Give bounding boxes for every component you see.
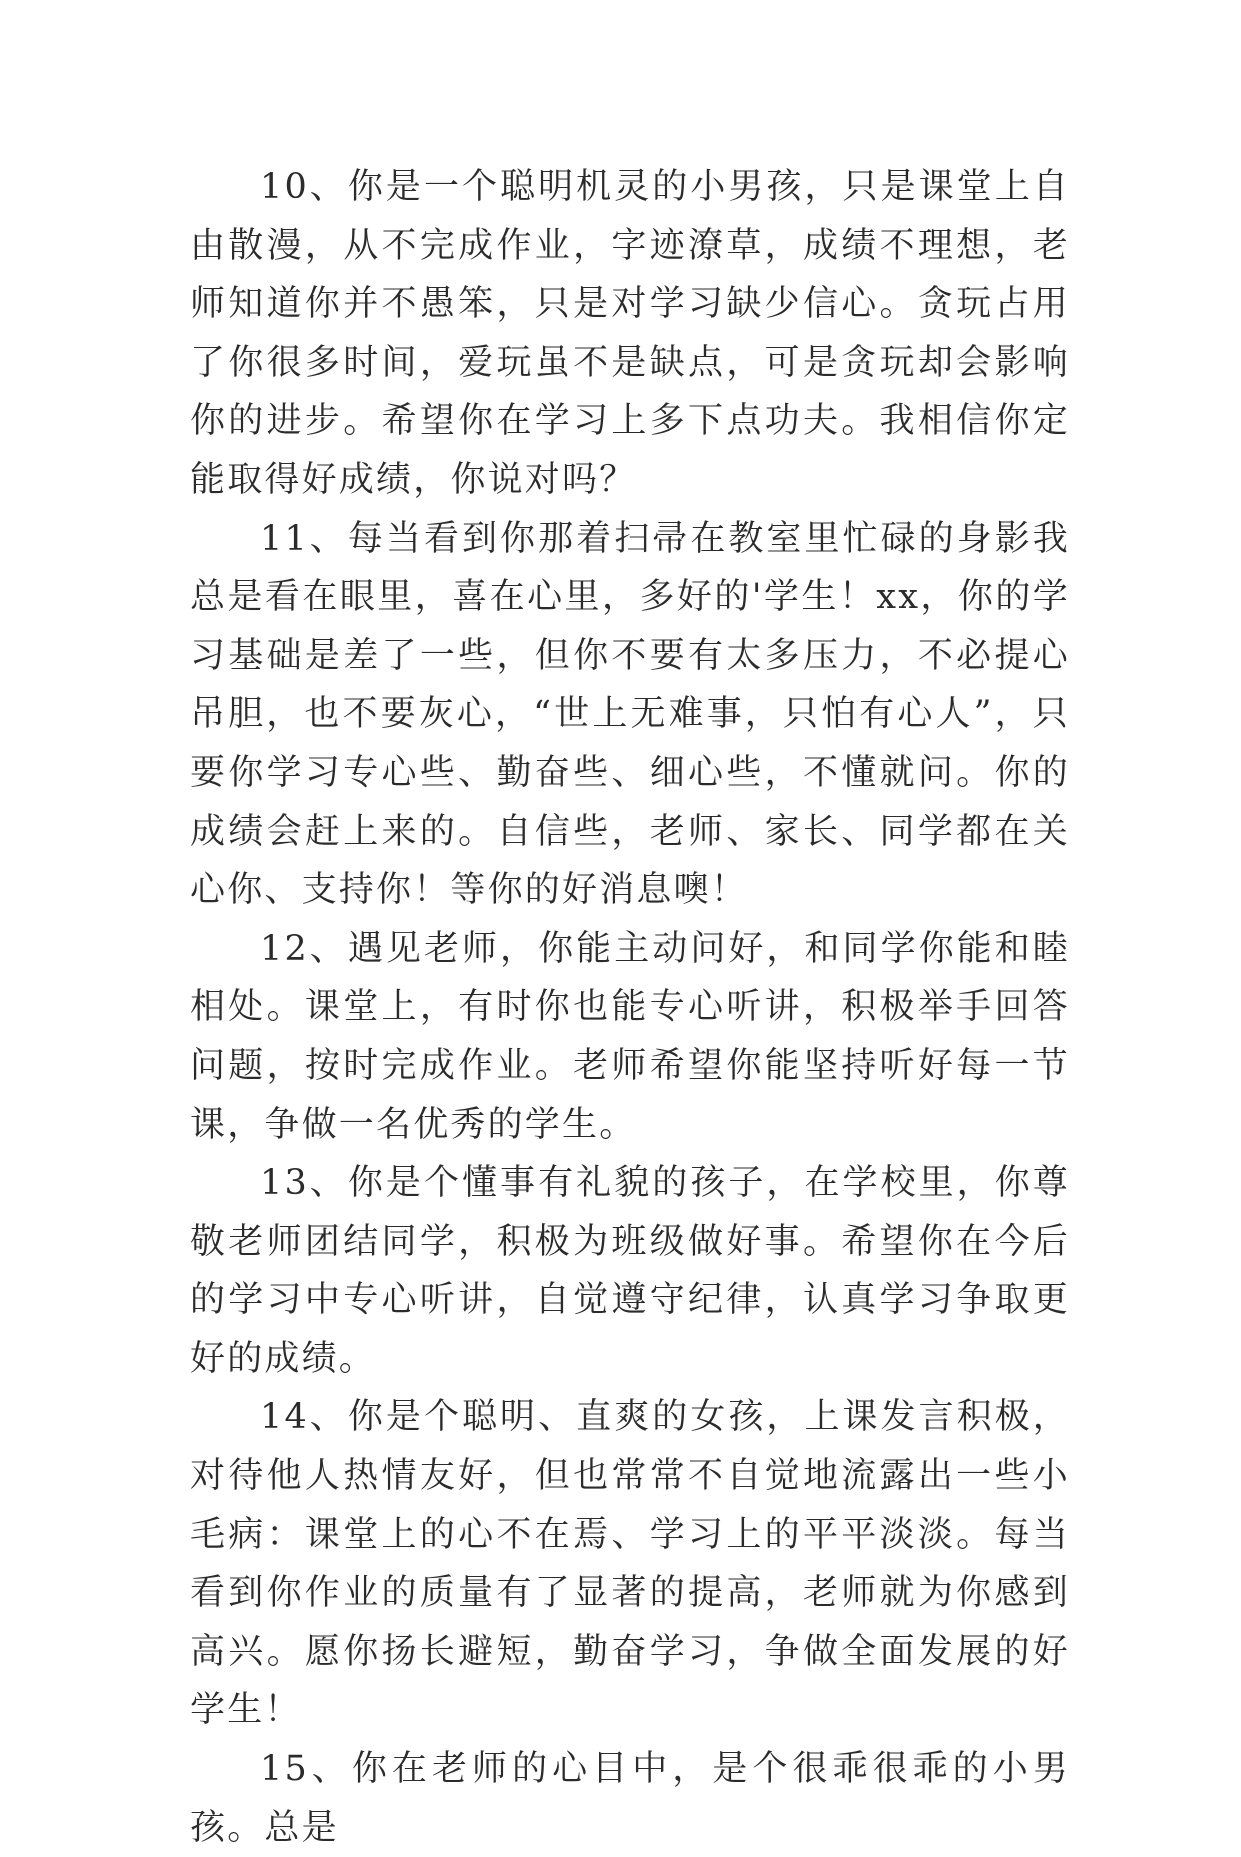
paragraph-15: 15、你在老师的心目中，是个很乖很乖的小男孩。总是 <box>190 1749 1070 1848</box>
document-body <box>190 158 1070 1857</box>
paragraph-12: 12、遇见老师，你能主动问好，和同学你能和睦相处。课堂上，有时你也能专心听讲，积极举手回答问题，按时完成作业。老师希望你能坚持听好每一节课，争做一名优秀的学生。 <box>190 928 1070 1145</box>
paragraph-10: 10、你是一个聪明机灵的小男孩，只是课堂上自由散漫，从不完成作业，字迹潦草，成绩不理想，老师知道你并不愚笨，只是对学习缺少信心。贪玩占用了你很多时间，爱玩虽不是缺点，可是贪玩却会影响你的进步。希望你在学习上多下点功夫。我相信你定能取得好成绩，你说对吗？ <box>190 167 1070 500</box>
paragraph-13: 13、你是个懂事有礼貌的孩子，在学校里，你尊敬老师团结同学，积极为班级做好事。希望你在今后的学习中专心听讲，自觉遵守纪律，认真学习争取更好的成绩。 <box>190 1163 1070 1379</box>
paragraph-11: 11、每当看到你那着扫帚在教室里忙碌的身影我总是看在眼里，喜在心里，多好的'学生！xx，你的学习基础是差了一些，但你不要有太多压力，不必提心吊胆，也不要灰心，“世上无难事，只怕有心人”，只要你学习专心些、勤奋些、细心些，不懂就问。你的成绩会赶上来的。自信些，老师、家长、同学都在关心你、支持你！等你的好消息噢！ <box>190 518 1070 911</box>
paragraph-14: 14、你是个聪明、直爽的女孩，上课发言积极，对待他人热情友好，但也常常不自觉地流露出一些小毛病：课堂上的心不在焉、学习上的平平淡淡。每当看到你作业的质量有了显著的提高，老师就为你感到高兴。愿你扬长避短，勤奋学习，争做全面发展的好学生！ <box>190 1397 1070 1731</box>
